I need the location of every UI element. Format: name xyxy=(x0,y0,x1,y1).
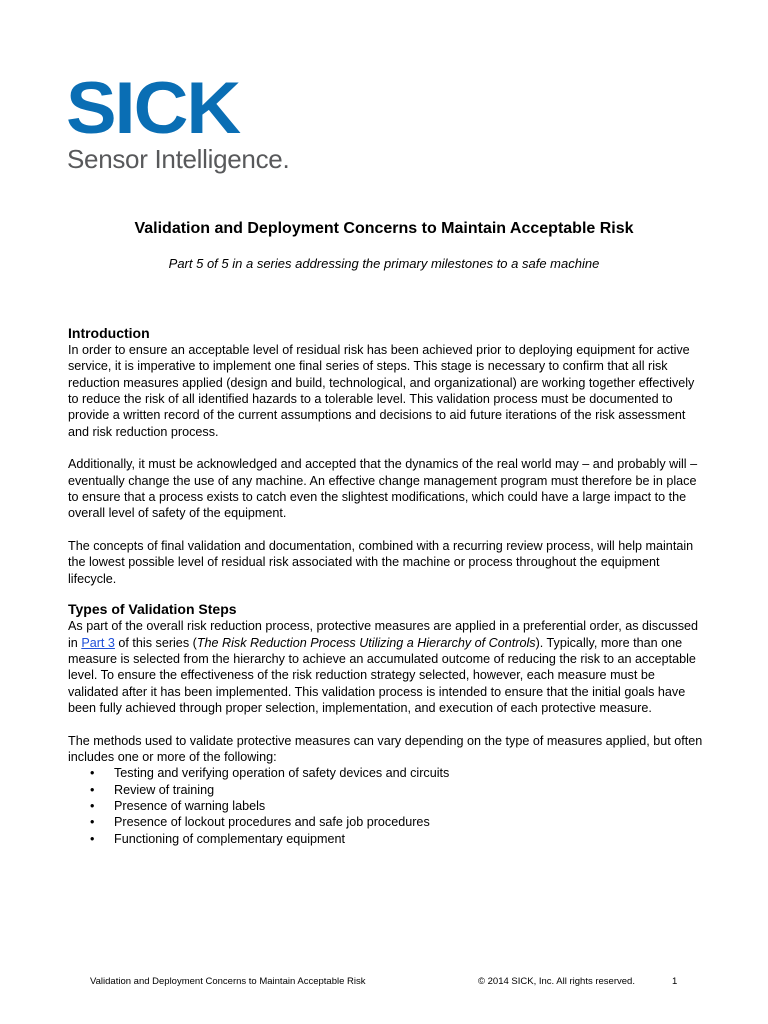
sick-logo xyxy=(66,68,306,182)
paragraph-text: As part of the overall risk reduction process, protective measures are applied in a preferential order, as discussed in xyxy=(68,619,699,650)
introduction-paragraph-3: The concepts of final validation and documentation, combined with a recurring review process, will help maintain the lowest possible level of residual risk associated with the machine or process throughout the equipment lifecycle. xyxy=(68,539,694,586)
logo-wordmark: SICK xyxy=(66,68,240,149)
part-3-link[interactable]: Part 3 xyxy=(81,635,115,650)
bullet-icon: • xyxy=(90,766,95,781)
footer-copyright: © 2014 SICK, Inc. All rights reserved. xyxy=(478,976,635,987)
list-item-text: Presence of lockout procedures and safe job procedures xyxy=(114,815,430,830)
bullet-icon: • xyxy=(90,831,95,846)
validation-steps-paragraph-2: The methods used to validate protective measures can vary depending on the type of measures applied, but often includes one or more of the following: xyxy=(68,733,703,764)
validation-steps-paragraph-1 xyxy=(68,618,708,716)
paragraph-text: of this series ( xyxy=(114,635,197,650)
bullet-icon: • xyxy=(90,798,95,813)
introduction-heading: Introduction xyxy=(68,325,150,341)
introduction-paragraph-2: Additionally, it must be acknowledged and accepted that the dynamics of the real world may – and probably will – eventually change the use of any machine. An effective change management program must therefore be in place to ensure that a process exists to catch even the slightest modifications, which could have a large impact to the overall level of safety of the equipment. xyxy=(68,457,698,521)
bullet-icon: • xyxy=(90,815,95,830)
bullet-icon: • xyxy=(90,782,95,797)
list-item xyxy=(68,765,708,781)
list-item xyxy=(68,831,708,847)
list-item-text: Functioning of complementary equipment xyxy=(114,831,346,846)
validation-methods-list xyxy=(68,765,708,847)
document-title: Validation and Deployment Concerns to Maintain Acceptable Risk xyxy=(134,220,634,237)
series-part-title: The Risk Reduction Process Utilizing a Hierarchy of Controls xyxy=(196,635,536,650)
document-subtitle: Part 5 of 5 in a series addressing the primary milestones to a safe machine xyxy=(168,256,600,271)
validation-steps-heading: Types of Validation Steps xyxy=(68,601,237,618)
footer-document-title: Validation and Deployment Concerns to Maintain Acceptable Risk xyxy=(90,976,366,987)
list-item xyxy=(68,814,708,830)
logo-tagline: Sensor Intelligence. xyxy=(67,144,290,174)
list-item-text: Review of training xyxy=(114,782,215,797)
page-number: 1 xyxy=(672,976,678,987)
document-body xyxy=(68,324,708,847)
introduction-paragraph-1: In order to ensure an acceptable level of residual risk has been achieved prior to deploying equipment for active service, it is imperative to implement one final series of steps. This stage is necessary to confirm that all risk reduction measures applied (design and build, technological, and organizational) are working together effectively to reduce the risk of all identified hazards to a tolerable level. This validation process must be documented to provide a written record of the current assumptions and decisions to aid future iterations of the risk assessment and risk reduction process. xyxy=(68,343,695,439)
list-item-text: Testing and verifying operation of safety devices and circuits xyxy=(114,766,450,781)
paragraph-text: ). Typically, more than one measure is selected from the hierarchy to achieve an accumulated outcome of reducing the risk to an acceptable level. To ensure the effectiveness of the risk reduction strategy selected, however, each measure must be validated after it has been implemented. This validation process is intended to ensure that the initial goals have been fully achieved through proper selection, implementation, and execution of each protective measure. xyxy=(68,635,696,715)
list-item xyxy=(68,798,708,814)
list-item-text: Presence of warning labels xyxy=(114,798,266,813)
list-item xyxy=(68,782,708,798)
